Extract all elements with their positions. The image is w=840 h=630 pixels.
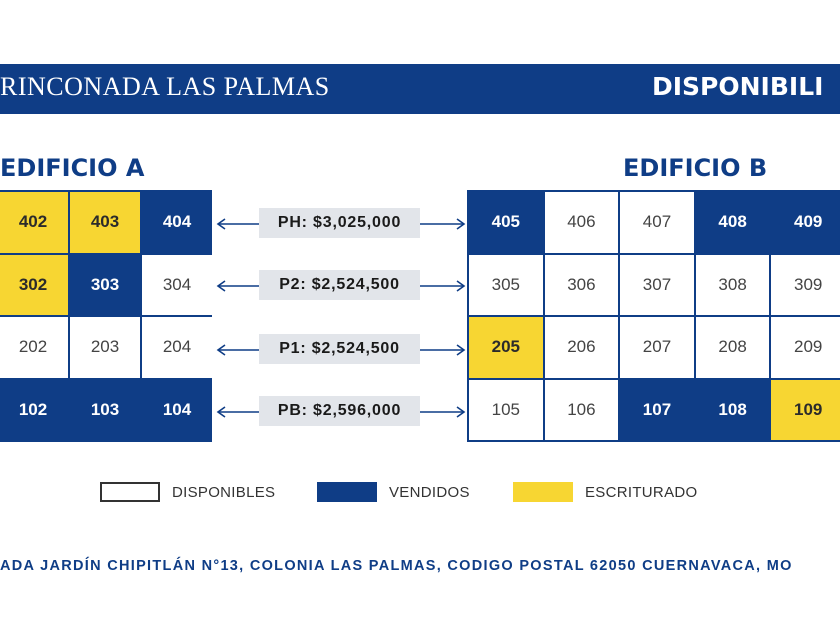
availability-title: DISPONIBILI xyxy=(652,72,824,101)
legend-swatch-available xyxy=(100,482,160,502)
legend-swatch-sold xyxy=(317,482,377,502)
unit-cell-108: 108 xyxy=(696,380,770,441)
page-title: RINCONADA LAS PALMAS xyxy=(0,72,330,101)
unit-cell-306: 306 xyxy=(545,255,619,316)
legend-label-sold: VENDIDOS xyxy=(389,484,470,501)
unit-cell-207: 207 xyxy=(620,317,694,378)
unit-cell-105: 105 xyxy=(469,380,543,441)
price-row xyxy=(215,402,467,422)
unit-cell-406: 406 xyxy=(545,192,619,253)
legend-swatch-deed xyxy=(513,482,573,502)
unit-cell-303: 303 xyxy=(70,255,140,316)
building-a-grid xyxy=(0,190,212,442)
building-b-grid xyxy=(467,190,840,442)
price-row xyxy=(215,276,467,296)
price-row xyxy=(215,214,467,234)
unit-cell-107: 107 xyxy=(620,380,694,441)
unit-cell-204: 204 xyxy=(142,317,212,378)
unit-cell-209: 209 xyxy=(771,317,840,378)
unit-cell-102: 102 xyxy=(0,380,68,441)
unit-cell-106: 106 xyxy=(545,380,619,441)
unit-cell-408: 408 xyxy=(696,192,770,253)
floor-price-label: P1: $2,524,500 xyxy=(259,334,420,364)
floor-price-label: P2: $2,524,500 xyxy=(259,270,420,300)
address-footer: ADA JARDÍN CHIPITLÁN N°13, COLONIA LAS PALMAS, CODIGO POSTAL 62050 CUERNAVACA, MO xyxy=(0,558,793,574)
header-banner xyxy=(0,64,840,114)
unit-cell-202: 202 xyxy=(0,317,68,378)
unit-cell-206: 206 xyxy=(545,317,619,378)
floor-price-label: PH: $3,025,000 xyxy=(259,208,420,238)
unit-cell-404: 404 xyxy=(142,192,212,253)
unit-cell-307: 307 xyxy=(620,255,694,316)
unit-cell-409: 409 xyxy=(771,192,840,253)
unit-cell-309: 309 xyxy=(771,255,840,316)
unit-cell-405: 405 xyxy=(469,192,543,253)
unit-cell-109: 109 xyxy=(771,380,840,441)
unit-cell-304: 304 xyxy=(142,255,212,316)
unit-cell-104: 104 xyxy=(142,380,212,441)
unit-cell-205: 205 xyxy=(469,317,543,378)
unit-cell-403: 403 xyxy=(70,192,140,253)
legend-label-deed: ESCRITURADO xyxy=(585,484,698,501)
price-row xyxy=(215,340,467,360)
legend-label-available: DISPONIBLES xyxy=(172,484,276,501)
unit-cell-203: 203 xyxy=(70,317,140,378)
unit-cell-305: 305 xyxy=(469,255,543,316)
unit-cell-302: 302 xyxy=(0,255,68,316)
unit-cell-407: 407 xyxy=(620,192,694,253)
building-b-title: EDIFICIO B xyxy=(623,154,768,182)
unit-cell-103: 103 xyxy=(70,380,140,441)
unit-cell-208: 208 xyxy=(696,317,770,378)
building-a-title: EDIFICIO A xyxy=(0,154,145,182)
unit-cell-308: 308 xyxy=(696,255,770,316)
unit-cell-402: 402 xyxy=(0,192,68,253)
floor-price-label: PB: $2,596,000 xyxy=(259,396,420,426)
